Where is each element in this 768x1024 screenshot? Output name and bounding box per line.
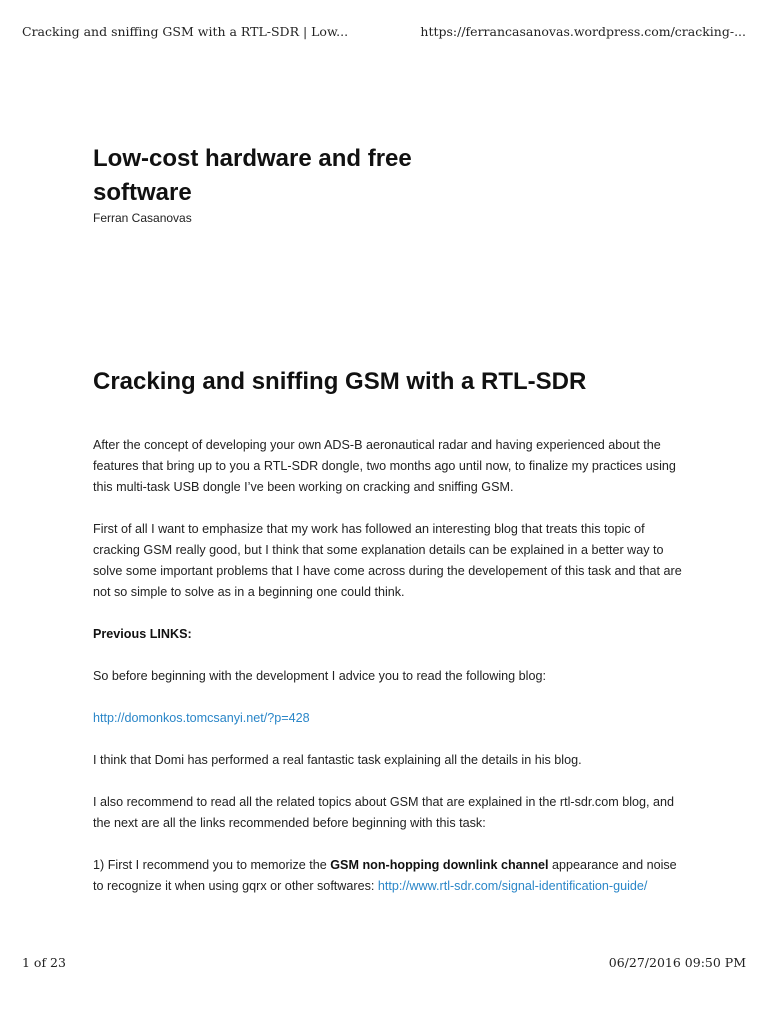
previous-links-heading — [93, 624, 683, 645]
paragraph-step1 — [93, 855, 683, 897]
paragraph-intro: After the concept of developing your own ADS-B aeronautical radar and having experienced about the features that bring up to you a RTL-SDR dongle, two months ago until now, to finalize my practices using this multi-task USB dongle I’ve been working on cracking and sniffing GSM. — [93, 438, 676, 494]
paragraph-domi: I think that Domi has performed a real fantastic task explaining all the details in his blog. — [93, 753, 582, 767]
paragraph-link1 — [93, 708, 683, 729]
page-count: 1 of 23 — [22, 955, 66, 970]
print-header-url: https://ferrancasanovas.wordpress.com/cracking-... — [420, 24, 746, 39]
site-title[interactable]: Low-cost hardware and free software — [93, 145, 412, 206]
signal-identification-link[interactable]: http://www.rtl-sdr.com/signal-identification-guide/ — [377, 879, 648, 893]
domonkos-blog-link[interactable]: http://domonkos.tomcsanyi.net/?p=428 — [93, 711, 310, 725]
print-header-title: Cracking and sniffing GSM with a RTL-SDR | Low... — [22, 24, 349, 39]
step1-bold: GSM non-hopping downlink channel — [330, 858, 549, 872]
step1-prefix: 1) First I recommend you to memorize the — [93, 858, 331, 872]
page-content — [93, 142, 683, 893]
step1-suffix: appearance and noise to recognize it when using gqrx or other softwares: — [93, 858, 677, 893]
site-author: Ferran Casanovas — [93, 211, 192, 225]
previous-links-label: Previous LINKS: — [93, 627, 192, 641]
print-header — [22, 24, 746, 44]
post-body — [93, 435, 683, 918]
print-date: 06/27/2016 09:50 PM — [608, 955, 746, 970]
post-title: Cracking and sniffing GSM with a RTL-SDR — [93, 368, 587, 395]
print-footer — [22, 955, 746, 975]
paragraph-advice: So before beginning with the development I advice you to read the following blog: — [93, 669, 546, 683]
paragraph-recommend: I also recommend to read all the related topics about GSM that are explained in the rtl-sdr.com blog, and the next are all the links recommended before beginning with this task: — [93, 795, 675, 830]
paragraph-emphasis: First of all I want to emphasize that my work has followed an interesting blog that treats this topic of cracking GSM really good, but I think that some explanation details can be explained in a better way to solve some important problems that I have come across during the developement of this task and that are not so simple to solve as in a beginning one could think. — [93, 522, 682, 599]
